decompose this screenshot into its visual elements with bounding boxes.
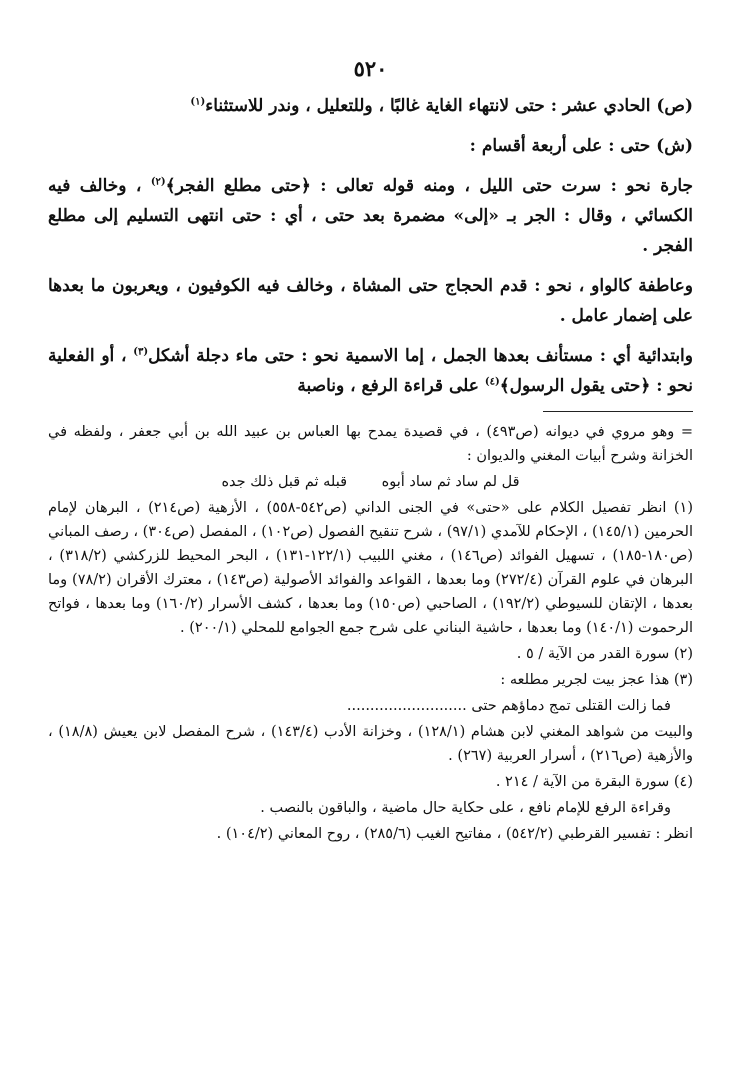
footnote-ref: (٣) xyxy=(133,346,149,358)
text-run: نحو : سرت حتى الليل ، ومنه قوله تعالى : xyxy=(310,176,661,196)
quran-quote: ﴿حتى مطلع الفجر﴾ xyxy=(165,176,311,196)
verse-hemistich: قل لم ساد ثم ساد أبوه xyxy=(381,474,520,490)
footnote-4-sources: انظر : تفسير القرطبي (٥٤٢/٢) ، مفاتيح الغيب (٢٨٥/٦) ، روح المعاني (١٠٤/٢) . xyxy=(216,826,693,842)
footnote-3-sources: والبيت من شواهد المغني لابن هشام (١٢٨/١) ، وخزانة الأدب (١٤٣/٤) ، شرح المفصل لابن يعيش (١٨/٨) ، والأزهية (ص٢١٦) ، أسرار العربية (٢٦٧) . xyxy=(48,724,693,764)
text-run: ، أو الفعلية نحو : xyxy=(48,346,693,396)
text-run: ، وخالف فيه الكسائي ، وقال : الجر بـ «إلى» مضمرة بعد حتى ، أي : حتى انتهى التسليم إلى مطلع الفجر . xyxy=(48,176,693,256)
footnote-separator xyxy=(543,411,693,412)
poem-verse xyxy=(48,470,693,494)
footnote-4: (٤) سورة البقرة من الآية / ٢١٤ . xyxy=(495,774,693,790)
footnote-ref: (٤) xyxy=(484,376,500,388)
footnote-2: (٢) سورة القدر من الآية / ٥ . xyxy=(516,646,693,662)
section-intro: وابتدائية xyxy=(637,346,693,366)
page-number: ٥٢٠ xyxy=(353,56,388,81)
footnote-ref: (١) xyxy=(190,96,206,108)
footnote-1: (١) انظر تفصيل الكلام على «حتى» في الجنى الداني (ص٥٤٢-٥٥٨) ، الأزهية (ص٢١٤) ، البرهان لإمام الحرمين (١٤٥/١) ، الإحكام للآمدي (٩٧/١) ، شرح تنقيح الفصول (ص١٠٢) ، المفصل (ص٣٠٤) ، رصف المباني (ص١٨٠-١٨٥) ، تسهيل الفوائد (ص١٤٦) ، مغني اللبيب (١٢٢/١-١٣١) ، البحر المحيط للزركشي (٣١٨/٢) ، البرهان في علوم القرآن (٢٧٢/٤) وما بعدها ، القواعد والفوائد الأصولية (ص١٤٣) ، معترك الأقران (٧٨/٢) وما بعدها ، الإتقان للسيوطي (١٩٢/٢) ، الصاحبي (ص١٥٠) وما بعدها ، كشف الأسرار (١٦٠/٢) وما بعدها ، فواتح الرحموت (١٤٠/١) وما بعدها ، حاشية البناني على شرح جمع الجوامع للمحلي (٢٠٠/١) . xyxy=(48,500,694,636)
text-run: أي : مستأنف بعدها الجمل ، إما الاسمية نحو : حتى ماء دجلة أشكل xyxy=(148,346,638,366)
section-intro: وعاطفة xyxy=(638,276,693,296)
paragraph-jarra xyxy=(48,171,693,261)
poem-verse: فما زالت القتلى تمج دماؤهم حتى .......................... xyxy=(346,698,671,714)
text-run: (ش) حتى : على أربعة أقسام : xyxy=(469,136,693,156)
paragraph-text xyxy=(48,91,693,121)
footnote-4-note: وقراءة الرفع للإمام نافع ، على حكاية حال ماضية ، والباقون بالنصب . xyxy=(260,800,671,816)
section-intro: جارة xyxy=(660,176,694,196)
paragraph-atifa xyxy=(48,271,693,331)
paragraph-sharh xyxy=(48,131,693,161)
quran-quote: ﴿حتى يقول الرسول﴾ xyxy=(499,376,651,396)
footnote-3: (٣) هذا عجز بيت لجرير مطلعه : xyxy=(500,672,693,688)
verse-hemistich: قبله ثم قبل ذلك جده xyxy=(221,474,348,490)
text-run: (ص) الحادي عشر : حتى لانتهاء الغاية غالبًا ، وللتعليل ، وندر للاستثناء xyxy=(205,96,693,116)
text-run: كالواو ، نحو : قدم الحجاج حتى المشاة ، وخالف فيه الكوفيون ، ويعربون ما بعدها على إضمار عامل . xyxy=(48,276,693,326)
footnote-ref: (٢) xyxy=(150,176,166,188)
footnotes xyxy=(48,420,693,846)
paragraph-ibtidaiyya xyxy=(48,341,693,401)
footnote-continuation: = وهو مروي في ديوانه (ص٤٩٣) ، في قصيدة يمدح بها العباس بن عبيد الله بن أبي جعفر ، ولفظه في الخزانة وشرح أبيات المغني والديوان : xyxy=(48,424,693,464)
text-run: على قراءة الرفع ، وناصبة xyxy=(297,376,485,396)
